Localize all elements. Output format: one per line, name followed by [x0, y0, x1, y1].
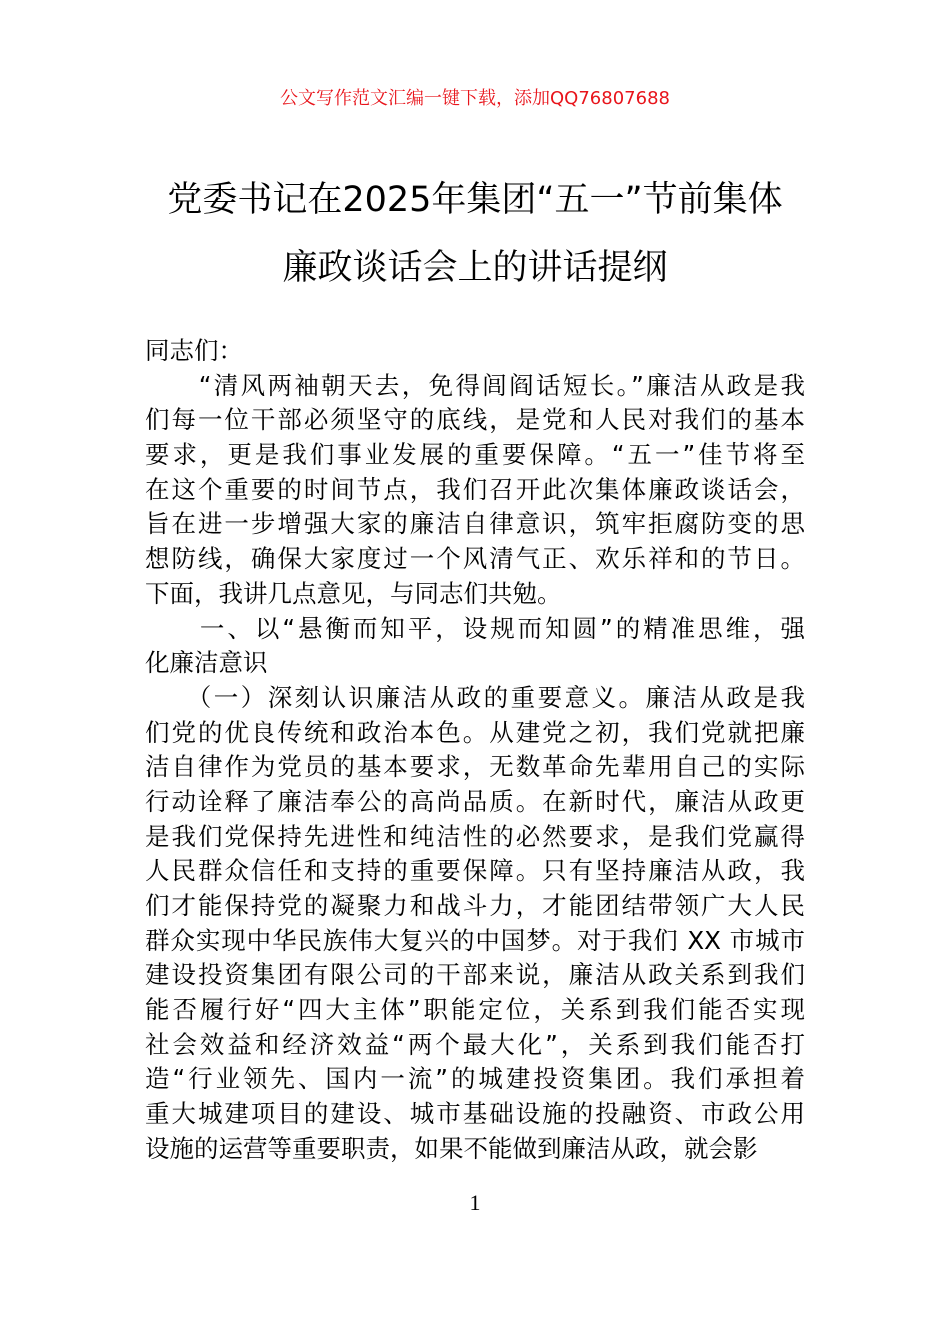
document-title-line-2: 廉政谈话会上的讲话提纲 [282, 248, 668, 288]
text-line: 下面，我讲几点意见，与同志们共勉。 [145, 578, 562, 608]
text-line: 化廉洁意识 [145, 648, 268, 678]
text-line: 造“行业领先、国内一流”的城建投资集团。我们承担着 [145, 1064, 805, 1094]
page-number: 1 [469, 1190, 481, 1215]
text-line: 行动诠释了廉洁奉公的高尚品质。在新时代，廉洁从政更 [145, 786, 805, 816]
text-line: “清风两袖朝天去，免得闾阎话短长。”廉洁从政是我 [145, 370, 805, 400]
text-line: 群众实现中华民族伟大复兴的中国梦。对于我们 XX 市城市 [145, 925, 805, 955]
text-line: 在这个重要的时间节点，我们召开此次集体廉政谈话会， [145, 474, 805, 504]
text-line: 们才能保持党的凝聚力和战斗力，才能团结带领广大人民 [145, 891, 805, 920]
text-line: 建设投资集团有限公司的干部来说，廉洁从政关系到我们 [145, 960, 805, 990]
text-line: 设施的运营等重要职责，如果不能做到廉洁从政，就会影 [145, 1133, 758, 1163]
document-body [145, 334, 805, 1167]
text-line: 能否履行好“四大主体”职能定位，关系到我们能否实现 [145, 995, 805, 1025]
text-line: 们每一位干部必须坚守的底线，是党和人民对我们的基本 [145, 405, 805, 435]
text-line: 社会效益和经济效益“两个最大化”，关系到我们能否打 [145, 1029, 805, 1059]
text-line: 是我们党保持先进性和纯洁性的必然要求，是我们党赢得 [145, 821, 805, 851]
text-line: 们党的优良传统和政治本色。从建党之初，我们党就把廉 [145, 717, 805, 747]
text-line: （一）深刻认识廉洁从政的重要意义。廉洁从政是我 [145, 682, 805, 712]
text-line: 旨在进一步增强大家的廉洁自律意识，筑牢拒腐防变的思 [145, 509, 805, 539]
text-line: 要求，更是我们事业发展的重要保障。“五一”佳节将至 [145, 440, 805, 470]
text-line: 一、以“悬衡而知平，设规而知圆”的精准思维，强 [145, 613, 805, 643]
download-promo-note: 公文写作范文汇编一键下载，添加QQ76807688 [280, 88, 670, 109]
text-line: 重大城建项目的建设、城市基础设施的投融资、市政公用 [145, 1099, 805, 1129]
text-line: 同志们： [145, 336, 243, 365]
text-line: 洁自律作为党员的基本要求，无数革命先辈用自己的实际 [145, 752, 805, 782]
document-title-line-1: 党委书记在2025年集团“五一”节前集体 [167, 180, 783, 220]
text-line: 人民群众信任和支持的重要保障。只有坚持廉洁从政，我 [145, 856, 805, 886]
text-line: 想防线，确保大家度过一个风清气正、欢乐祥和的节日。 [145, 544, 805, 574]
